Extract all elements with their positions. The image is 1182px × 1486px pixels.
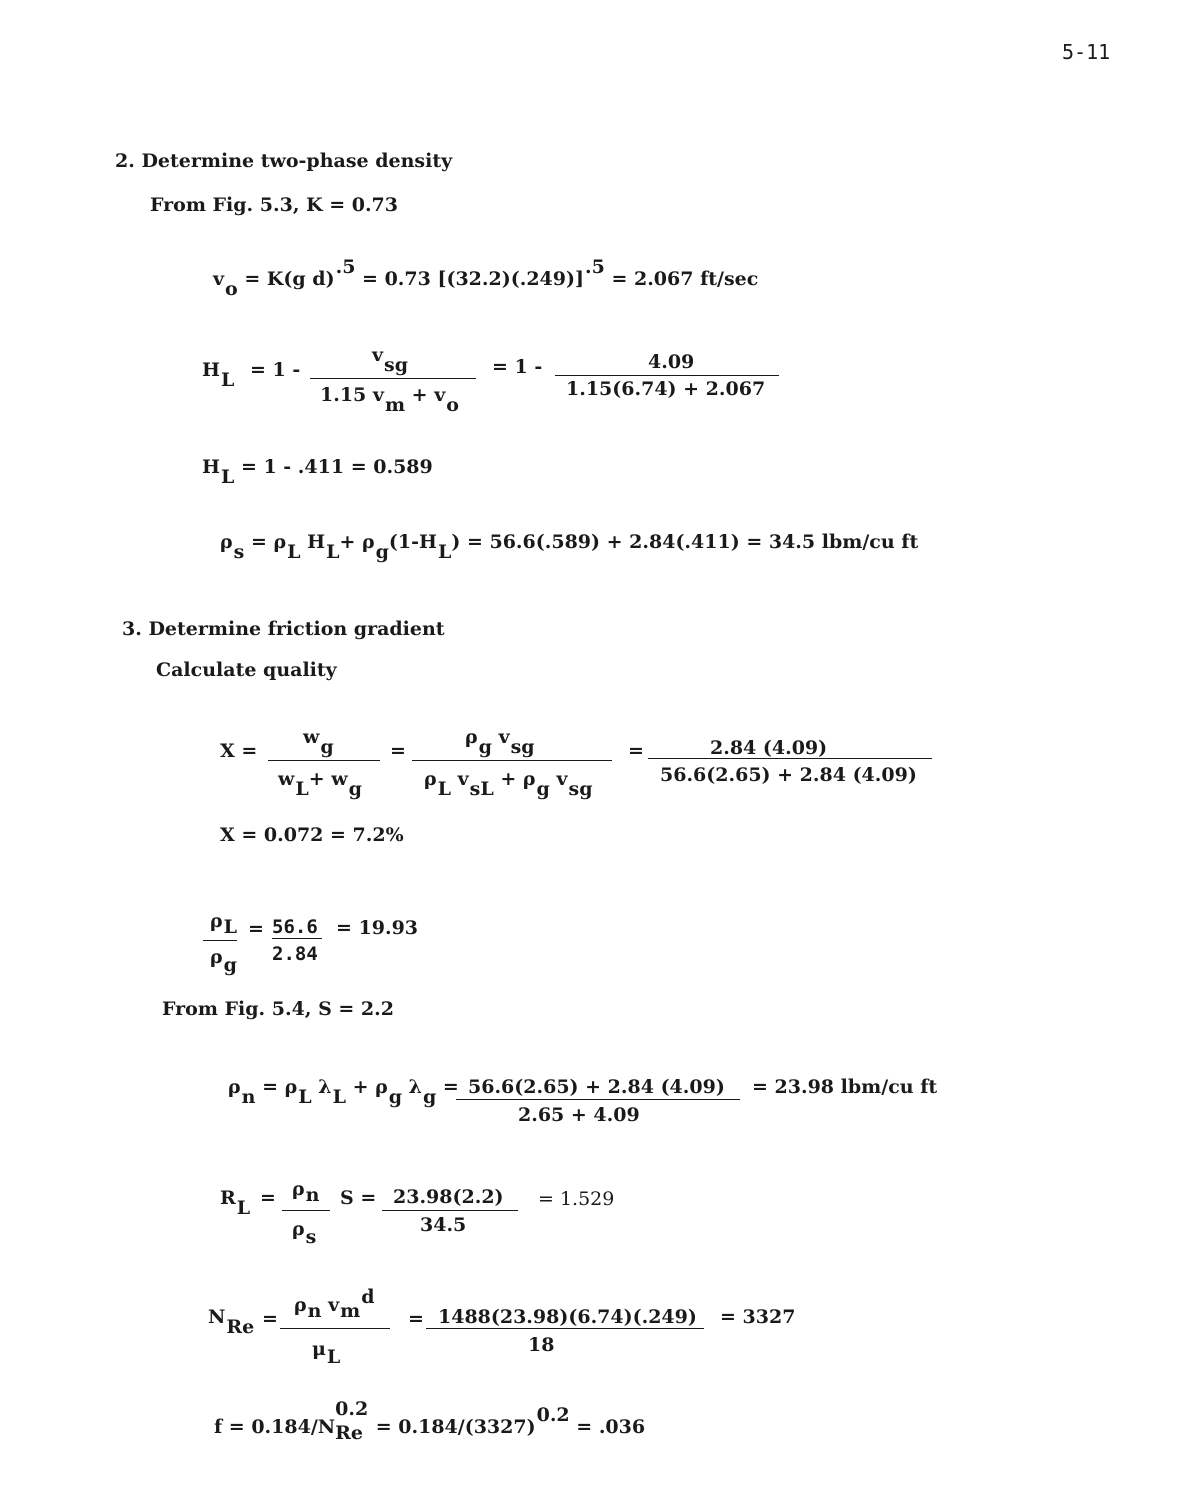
eq-vo-lhs: v	[213, 268, 225, 290]
eq-f: f = 0.184/N 0.2 Re = 0.184/(3327)0.2 = .036	[214, 1398, 646, 1444]
eq-vo-mid-exp: .5	[335, 256, 356, 278]
eq-x-eq3: =	[628, 740, 644, 762]
eq-nre-den2: 18	[528, 1334, 555, 1356]
eq-x-den1: wL+ wg	[278, 768, 362, 800]
eq-x-eq2: =	[390, 740, 406, 762]
eq-nre-bar-2	[426, 1328, 704, 1329]
eq-rl-den: ρs	[292, 1218, 317, 1248]
eq-x-den2: ρL vsL + ρg vsg	[424, 768, 593, 800]
eq-rho-n-den: 2.65 + 4.09	[518, 1104, 640, 1126]
step2-fig-line: From Fig. 5.3, K = 0.73	[150, 194, 399, 216]
eq-rho-s: ρs = ρL HL+ ρg(1-HL) = 56.6(.589) + 2.84(.411) = 34.5 lbm/cu ft	[220, 531, 919, 563]
eq-ratio-num: ρL	[210, 910, 237, 938]
x-result: X = 0.072 = 7.2%	[220, 824, 404, 846]
eq-vo-mid: = K(g d)	[244, 268, 335, 290]
eq-hl2: HL = 1 - .411 = 0.589	[202, 456, 433, 488]
eq-hl-den1: 1.15 vm + vo	[320, 384, 459, 416]
eq-rl-num2: 23.98(2.2)	[393, 1186, 504, 1208]
eq-x-bar-2	[412, 760, 612, 761]
eq-x-den3: 56.6(2.65) + 2.84 (4.09)	[660, 764, 917, 786]
eq-ratio-result: = 19.93	[336, 917, 419, 939]
eq-vo-rhs-exp: .5	[584, 256, 605, 278]
eq-rho-n-num: 56.6(2.65) + 2.84 (4.09)	[468, 1076, 725, 1098]
eq-ratio-den: ρg	[210, 946, 237, 976]
eq-x-bar-1	[268, 760, 380, 761]
eq-nre-num: ρn vmd	[294, 1286, 375, 1322]
eq-x-num1: wg	[303, 726, 334, 758]
eq-rl-bar-2	[382, 1210, 518, 1211]
eq-rho-n: ρn = ρL λL + ρg λg =	[228, 1076, 459, 1108]
eq-ratio-bar-2	[272, 938, 322, 939]
eq-hl-num1: vsg	[372, 344, 409, 376]
step3-fig-line: From Fig. 5.4, S = 2.2	[162, 998, 394, 1020]
eq-vo-result: = 2.067 ft/sec	[611, 268, 759, 290]
eq-hl-num2: 4.09	[648, 351, 695, 373]
eq-x-bar-3	[648, 758, 932, 759]
eq-vo-lhs-sub: o	[225, 278, 238, 300]
eq-rl-s: S =	[340, 1187, 377, 1209]
eq-rl-num: ρn	[292, 1178, 320, 1206]
eq-nre-eq2: =	[408, 1308, 424, 1330]
step3-sub-heading: Calculate quality	[156, 659, 337, 681]
eq-hl-fraction-bar-2	[555, 375, 779, 376]
eq-hl-den2: 1.15(6.74) + 2.067	[566, 378, 766, 400]
step3-heading: 3. Determine friction gradient	[122, 618, 445, 640]
eq-hl-lhs: HL	[202, 359, 235, 391]
eq-rho-n-result: = 23.98 lbm/cu ft	[752, 1076, 938, 1098]
eq-nre-result: = 3327	[720, 1306, 796, 1328]
eq-hl-eq2: = 1 -	[492, 356, 543, 378]
eq-x-num3: 2.84 (4.09)	[710, 737, 828, 759]
eq-nre-den: μL	[312, 1338, 341, 1368]
page-number: 5-11	[1062, 40, 1111, 64]
eq-x-lhs: X =	[220, 740, 258, 762]
eq-nre-eq: =	[262, 1308, 278, 1330]
eq-rl-eq: =	[260, 1187, 276, 1209]
eq-rl-result: = 1.529	[538, 1188, 615, 1210]
eq-ratio-den-val: 2.84	[272, 943, 318, 965]
eq-vo	[213, 256, 759, 300]
eq-rl-lhs: RL	[220, 1187, 251, 1219]
eq-nre-bar-1	[280, 1328, 390, 1329]
eq-ratio-eq: =	[248, 918, 264, 940]
eq-hl-fraction-bar-1	[310, 378, 476, 379]
eq-hl-eq1: = 1 -	[250, 359, 301, 381]
eq-nre-num2: 1488(23.98)(6.74)(.249)	[438, 1306, 697, 1328]
eq-ratio-num-val: 56.6	[272, 916, 318, 938]
eq-vo-rhs: = 0.73 [(32.2)(.249)]	[362, 268, 584, 290]
eq-ratio-bar	[203, 940, 237, 941]
step2-heading: 2. Determine two-phase density	[115, 150, 453, 172]
eq-nre-lhs: NRe	[208, 1306, 255, 1338]
eq-rho-n-bar	[456, 1099, 740, 1100]
eq-x-num2: ρg vsg	[465, 726, 535, 758]
eq-rl-den2: 34.5	[420, 1214, 467, 1236]
eq-rl-bar-1	[282, 1210, 330, 1211]
